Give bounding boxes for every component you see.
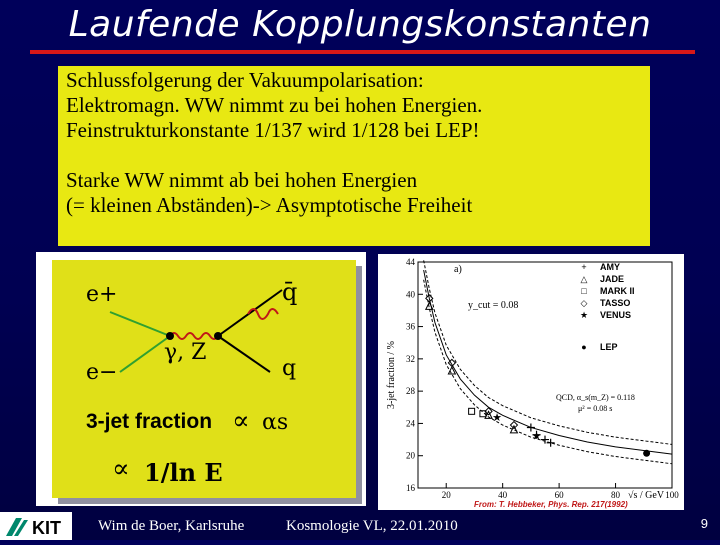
alpha-s-label: αs: [262, 410, 289, 435]
qcd-annotation: QCD, α_s(m_Z) = 0.118: [556, 393, 635, 402]
footer-course: Kosmologie VL, 22.01.2010: [286, 518, 458, 534]
conclusion-line-5: (= kleinen Abständen)-> Asymptotische Freiheit: [66, 193, 473, 217]
proportional-symbol-2: ∝: [112, 454, 130, 484]
point-lep: [643, 450, 650, 457]
e-minus-line: [120, 336, 170, 372]
legend-entry: VENUS: [600, 310, 632, 320]
boson-propagator: [170, 333, 218, 339]
y-tick-label: 32: [406, 353, 415, 364]
legend-symbol: ★: [579, 310, 589, 320]
kit-logo-graphic: [0, 512, 72, 540]
kit-logo-text: KIT: [32, 518, 61, 538]
legend-symbol: +: [581, 262, 587, 272]
y-tick-label: 24: [406, 418, 415, 429]
boson-label: γ, Z: [164, 340, 207, 365]
point-mark2: [469, 408, 475, 414]
x-tick-label: 100: [665, 490, 679, 500]
y-tick-label: 44: [406, 257, 415, 267]
y-axis-label: 3-jet fraction / %: [386, 340, 397, 410]
conclusion-line-2: Elektromagn. WW nimmt zu bei hohen Energien.: [66, 93, 483, 117]
quark-line: [218, 336, 270, 372]
ycut-annotation: y_cut = 0.08: [468, 300, 519, 311]
legend-entry: TASSO: [600, 298, 631, 308]
quark-label: q: [282, 356, 297, 381]
legend-symbol: △: [580, 274, 588, 284]
mu-annotation: μ² = 0.08 s: [578, 404, 613, 413]
qcd-curve-lower: [424, 280, 672, 464]
conclusion-box: [58, 66, 650, 246]
legend-entry: LEP: [600, 342, 618, 352]
conclusion-line-3: Feinstrukturkonstante 1/137 wird 1/128 bei LEP!: [66, 118, 480, 142]
point-venus: ★: [531, 430, 542, 443]
x-tick-label: 80: [611, 490, 621, 500]
jet-fraction-plot: [378, 254, 684, 510]
legend-symbol: □: [581, 286, 587, 296]
point-venus: ★: [492, 411, 502, 424]
jet-fraction-label: 3-jet fraction: [86, 410, 213, 433]
y-tick-label: 40: [406, 289, 415, 300]
legend-entry: JADE: [600, 274, 625, 284]
legend-entry: MARK II: [600, 286, 635, 296]
title-underline: [30, 50, 695, 54]
y-tick-label: 28: [406, 386, 415, 397]
x-tick-label: 60: [554, 490, 564, 500]
legend-symbol: ◇: [580, 298, 588, 308]
qcd-curve: [424, 270, 672, 454]
inverse-log-label: 1/ln E: [144, 458, 223, 487]
conclusion-line-1: Schlussfolgerung der Vakuumpolarisation:: [66, 68, 424, 92]
feynman-diagram: [52, 260, 356, 498]
y-tick-label: 20: [406, 450, 415, 461]
e-minus-label: e−: [86, 360, 118, 385]
slide-title: Laufende Kopplungskonstanten: [68, 4, 652, 45]
feynman-diagram-panel: [36, 252, 366, 506]
legend-symbol: ●: [581, 342, 587, 352]
legend-entry: AMY: [600, 262, 620, 272]
conclusion-line-4: Starke WW nimmt ab bei hohen Energien: [66, 168, 418, 192]
slide-number: 9: [700, 516, 708, 531]
qcd-curve-upper: [424, 260, 672, 444]
x-tick-label: 20: [441, 490, 451, 500]
proportional-symbol-1: ∝: [232, 406, 250, 436]
vertex-1: [166, 332, 174, 340]
plot-canvas: [378, 254, 684, 510]
antiquark-label: q̄: [282, 278, 298, 306]
x-axis-label: √s / GeV: [628, 490, 665, 501]
antiquark-line: [218, 290, 282, 336]
y-tick-label: 16: [406, 483, 415, 493]
e-plus-line: [110, 312, 170, 336]
source-note: From: T. Hebbeker, Phys. Rep. 217(1992): [474, 500, 628, 509]
panel-label: a): [454, 264, 462, 275]
y-tick-label: 36: [406, 321, 415, 332]
point-jade: [510, 426, 517, 433]
kit-logo: [0, 512, 72, 540]
footer-author: Wim de Boer, Karlsruhe: [98, 518, 245, 534]
x-tick-label: 40: [498, 490, 508, 500]
e-plus-label: e+: [86, 282, 118, 307]
vertex-2: [214, 332, 222, 340]
